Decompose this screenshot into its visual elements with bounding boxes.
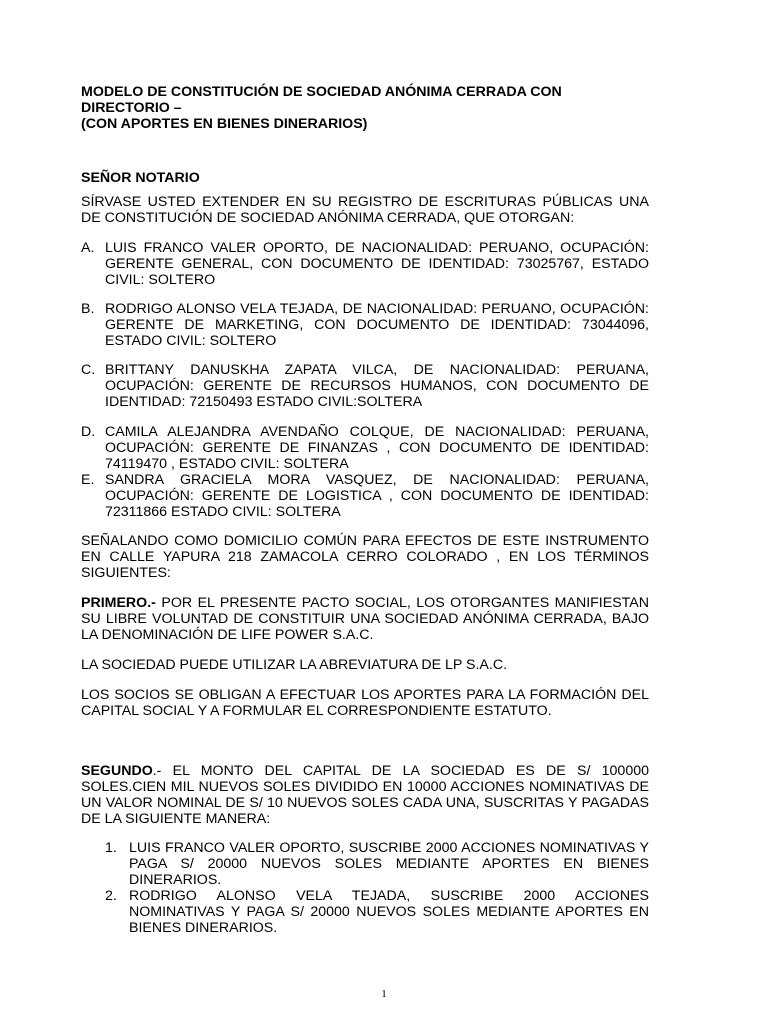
page-number: 1: [381, 988, 387, 1000]
list-marker: 1.: [105, 840, 117, 856]
list-marker: C.: [81, 362, 96, 378]
grantor-text: CAMILA ALEJANDRA AVENDAÑO COLQUE, DE NACIONALIDAD: PERUANA, OCUPACIÓN: GERENTE DE FINANZAS , CON DOCUMENTO DE IDENTIDAD: 74119470 , ESTADO CIVIL: SOLTERA: [105, 424, 649, 472]
segundo-label: SEGUNDO: [81, 763, 153, 779]
primero-label: PRIMERO.-: [81, 595, 156, 611]
grantor-item: [81, 424, 649, 472]
segundo-text: .- EL MONTO DEL CAPITAL DE LA SOCIEDAD ES DE S/ 100000 SOLES.CIEN MIL NUEVOS SOLES DIVIDIDO EN 10000 ACCIONES NOMINATIVAS DE UN VALOR NOMINAL DE S/ 10 NUEVOS SOLES CADA UNA, SUSCRITAS Y PAGADAS DE LA SIGUIENTE MANERA:: [81, 763, 649, 827]
list-marker: A.: [81, 240, 95, 256]
grantor-text: RODRIGO ALONSO VELA TEJADA, DE NACIONALIDAD: PERUANO, OCUPACIÓN: GERENTE DE MARKETING, CON DOCUMENTO DE IDENTIDAD: 73044096, ESTADO CIVIL: SOLTERO: [105, 301, 649, 349]
subscription-item: [81, 840, 649, 888]
list-marker: E.: [81, 472, 95, 488]
grantor-text: BRITTANY DANUSKHA ZAPATA VILCA, DE NACIONALIDAD: PERUANA, OCUPACIÓN: GERENTE DE RECURSOS HUMANOS, CON DOCUMENTO DE IDENTIDAD: 72150493 ESTADO CIVIL:SOLTERA: [105, 362, 649, 410]
document-title-line-3: (CON APORTES EN BIENES DINERARIOS): [81, 116, 368, 132]
subscription-item: [81, 888, 649, 936]
document-title-line-2: DIRECTORIO –: [81, 100, 182, 116]
grantor-text: SANDRA GRACIELA MORA VASQUEZ, DE NACIONALIDAD: PERUANA, OCUPACIÓN: GERENTE DE LOGISTICA , CON DOCUMENTO DE IDENTIDAD: 72311866 ESTADO CIVIL: SOLTERA: [105, 472, 649, 520]
addressee: SEÑOR NOTARIO: [81, 170, 200, 186]
grantor-item: [81, 362, 649, 410]
list-marker: D.: [81, 424, 96, 440]
document-title-line-1: MODELO DE CONSTITUCIÓN DE SOCIEDAD ANÓNIMA CERRADA CON: [81, 84, 562, 100]
list-marker: 2.: [105, 888, 117, 904]
obligation-paragraph: LOS SOCIOS SE OBLIGAN A EFECTUAR LOS APORTES PARA LA FORMACIÓN DEL CAPITAL SOCIAL Y A FORMULAR EL CORRESPONDIENTE ESTATUTO.: [81, 687, 649, 719]
list-marker: B.: [81, 301, 95, 317]
grantor-item: [81, 240, 649, 288]
intro-paragraph: SÍRVASE USTED EXTENDER EN SU REGISTRO DE ESCRITURAS PÚBLICAS UNA DE CONSTITUCIÓN DE SOCIEDAD ANÓNIMA CERRADA, QUE OTORGAN:: [81, 194, 649, 226]
segundo-paragraph: [81, 763, 649, 827]
grantor-item: [81, 472, 649, 520]
primero-paragraph: [81, 595, 649, 643]
grantor-item: [81, 301, 649, 349]
primero-text: POR EL PRESENTE PACTO SOCIAL, LOS OTORGANTES MANIFIESTAN SU LIBRE VOLUNTAD DE CONSTITUIR UNA SOCIEDAD ANÓNIMA CERRADA, BAJO LA DENOMINACIÓN DE LIFE POWER S.A.C.: [81, 595, 649, 643]
grantor-text: LUIS FRANCO VALER OPORTO, DE NACIONALIDAD: PERUANO, OCUPACIÓN: GERENTE GENERAL, CON DOCUMENTO DE IDENTIDAD: 73025767, ESTADO CIVIL: SOLTERO: [105, 240, 649, 288]
subscription-text: RODRIGO ALONSO VELA TEJADA, SUSCRIBE 2000 ACCIONES NOMINATIVAS Y PAGA S/ 20000 NUEVOS SOLES MEDIANTE APORTES EN BIENES DINERARIOS.: [129, 888, 649, 936]
abbreviation-paragraph: LA SOCIEDAD PUEDE UTILIZAR LA ABREVIATURA DE LP S.A.C.: [81, 657, 508, 673]
subscription-text: LUIS FRANCO VALER OPORTO, SUSCRIBE 2000 ACCIONES NOMINATIVAS Y PAGA S/ 20000 NUEVOS SOLES MEDIANTE APORTES EN BIENES DINERARIOS.: [129, 840, 649, 888]
grantors-list: [81, 240, 649, 520]
document-page: [81, 84, 649, 936]
domicile-paragraph: SEÑALANDO COMO DOMICILIO COMÚN PARA EFECTOS DE ESTE INSTRUMENTO EN CALLE YAPURA 218 ZAMACOLA CERRO COLORADO , EN LOS TÉRMINOS SIGUIENTES:: [81, 533, 649, 581]
subscriptions-list: [81, 840, 649, 936]
